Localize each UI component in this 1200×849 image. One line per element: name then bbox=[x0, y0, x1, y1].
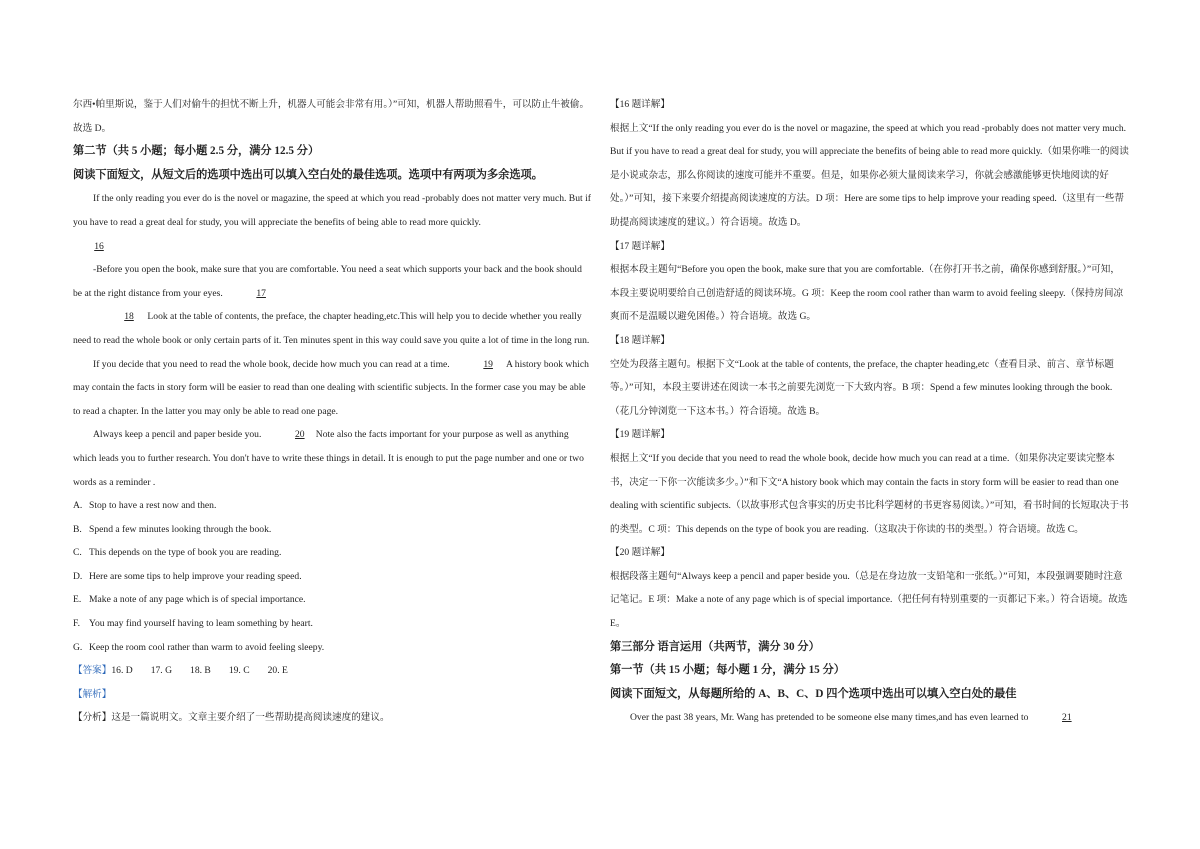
previous-answer-text: 尔西•帕里斯说，鉴于人们对偷牛的担忧不断上升，机器人可能会非常有用。）”可知，机器人帮助照看牛，可以防止牛被偷。故选 D。 bbox=[73, 99, 590, 134]
blank-17: 17 bbox=[256, 287, 266, 299]
option-b: B. Spend a few minutes looking through the book. bbox=[73, 523, 272, 535]
section-instruction: 阅读下面短文，从短文后的选项中选出可以填入空白处的最佳选项。选项中有两项为多余选项。 bbox=[73, 168, 543, 181]
passage-paragraph-4: If you decide that you need to read the whole book, decide how much you can read at a time. 19 A history book which may contain the facts in story form will be easier to read than one dealing with scientific subjects. In the former case you may be able to read a chapter. In the latter you may only be able to read one page. bbox=[73, 353, 592, 424]
blank-19: 19 bbox=[483, 358, 493, 370]
left-column bbox=[73, 93, 592, 730]
detail-20-text: 根据段落主题句“Always keep a pencil and paper beside you.（总是在身边放一支铅笔和一张纸。）”可知，本段强调要随时注意记笔记。E 项：Make a note of any page which is of special importance.（把任何有特别重要的一页都记下来。）符合语境。故选 E。 bbox=[610, 570, 1128, 630]
blank-20: 20 bbox=[294, 429, 305, 441]
part-three-title: 第三部分 语言运用（共两节，满分 30 分） bbox=[610, 640, 820, 653]
blank-16-line bbox=[73, 235, 592, 259]
passage-paragraph-1: If the only reading you ever do is the novel or magazine, the speed at which you read -probably does not matter very much. But if you have to read a great deal for study, you will appreciate the benefits of being able to read more quickly. bbox=[73, 193, 591, 228]
option-e: E. Make a note of any page which is of special importance. bbox=[73, 594, 306, 606]
section-one-title: 第一节（共 15 小题；每小题 1 分，满分 15 分） bbox=[610, 664, 845, 677]
section-one-instruction: 阅读下面短文，从每题所给的 A、B、C、D 四个选项中选出可以填入空白处的最佳 bbox=[610, 687, 1017, 700]
passage-paragraph-2: -Before you open the book, make sure that you are comfortable. You need a seat which supports your back and the book should be at the right distance from your eyes. 17 bbox=[73, 258, 592, 305]
right-column bbox=[610, 93, 1129, 730]
detail-19-heading: 【19 题详解】 bbox=[610, 429, 670, 441]
blank-16: 16 bbox=[94, 240, 104, 252]
detail-16-heading: 【16 题详解】 bbox=[610, 99, 670, 110]
passage-paragraph-3: 18 Look at the table of contents, the preface, the chapter heading,etc.This will help you to decide whether you really need to read the whole book or only certain parts of it. Ten minutes spent in this way could save you quite a lot of time in the long run. bbox=[73, 305, 592, 352]
option-f: F. You may find yourself having to leam something by heart. bbox=[73, 618, 313, 630]
detail-18-text: 空处为段落主题句。根据下文“Look at the table of contents, the preface, the chapter heading,etc（查看目录、前言、章节标题等。）”可知，本段主要讲述在阅读一本书之前要先浏览一下大致内容。B 项：Spend a few minutes looking through the book.（花几分钟浏览一下这本书。）符合语境。故选 B。 bbox=[610, 358, 1114, 417]
section-title: 第二节（共 5 小题；每小题 2.5 分，满分 12.5 分） bbox=[73, 145, 320, 158]
option-d: D. Here are some tips to help improve your reading speed. bbox=[73, 570, 302, 582]
cloze-first-line: Over the past 38 years, Mr. Wang has pretended to be someone else many times,and has even learned to 21 bbox=[610, 706, 1129, 730]
blank-21: 21 bbox=[1062, 712, 1072, 724]
analysis-summary: 【分析】这是一篇说明文。文章主要介绍了一些帮助提高阅读速度的建议。 bbox=[73, 712, 390, 724]
detail-19-text: 根据上文“If you decide that you need to read the whole book, decide how much you can read at a time.（如果你决定要读完整本书，决定一下你一次能读多少。）”和下文“A history book which may contain the facts in story form will be easier to read than one dealing with scientific subjects.（以故事形式包含事实的历史书比科学题材的书更容易阅读。）”可知，看书时间的长短取决于书的类型。C 项：This depends on the type of book you are reading.（这取决于你读的书的类型。）符合语境。故选 C。 bbox=[610, 452, 1129, 535]
detail-20-heading: 【20 题详解】 bbox=[610, 547, 670, 559]
passage-paragraph-5: Always keep a pencil and paper beside you. 20 Note also the facts important for your purpose as well as anything which leads you to further research. You don't have to write these things in detail. It is enough to put the page number and one or two words as a reminder . bbox=[73, 423, 592, 494]
answer-line: 【答案】16. D 17. G 18. B 19. C 20. E bbox=[73, 665, 288, 677]
detail-17-text: 根据本段主题句“Before you open the book, make sure that you are comfortable.（在你打开书之前，确保你感到舒服。）”可知，本段主要说明要给自己创造舒适的阅读环境。G 项：Keep the room cool rather than warm to avoid feeling sleepy.（保持房间凉爽而不是温暖以避免困倦。）符合语境。故选 G。 bbox=[610, 264, 1124, 323]
blank-18: 18 bbox=[124, 311, 134, 323]
option-g: G. Keep the room cool rather than warm to avoid feeling sleepy. bbox=[73, 641, 325, 653]
option-a: A. Stop to have a rest now and then. bbox=[73, 500, 217, 512]
analysis-label: 【解析】 bbox=[73, 688, 112, 700]
detail-17-heading: 【17 题详解】 bbox=[610, 240, 670, 252]
answer-label: 【答案】 bbox=[73, 665, 112, 677]
detail-16-text: 根据上文“If the only reading you ever do is the novel or magazine, the speed at which you read -probably does not matter very much. But if you have to read a great deal for study, you will appreciate the benefits of being able to read more quickly.（如果你唯一的阅读是小说或杂志，那么你阅读的速度可能并不重要。但是，如果你必须大量阅读来学习，你就会感激能够更快地阅读的好处。）”可知，接下来要介绍提高阅读速度的方法。D 项：Here are some tips to help improve your reading speed.（这里有一些帮助提高阅读速度的建议。）符合语境。故选 D。 bbox=[610, 122, 1129, 228]
option-c: C. This depends on the type of book you are reading. bbox=[73, 547, 282, 559]
detail-18-heading: 【18 题详解】 bbox=[610, 334, 670, 346]
